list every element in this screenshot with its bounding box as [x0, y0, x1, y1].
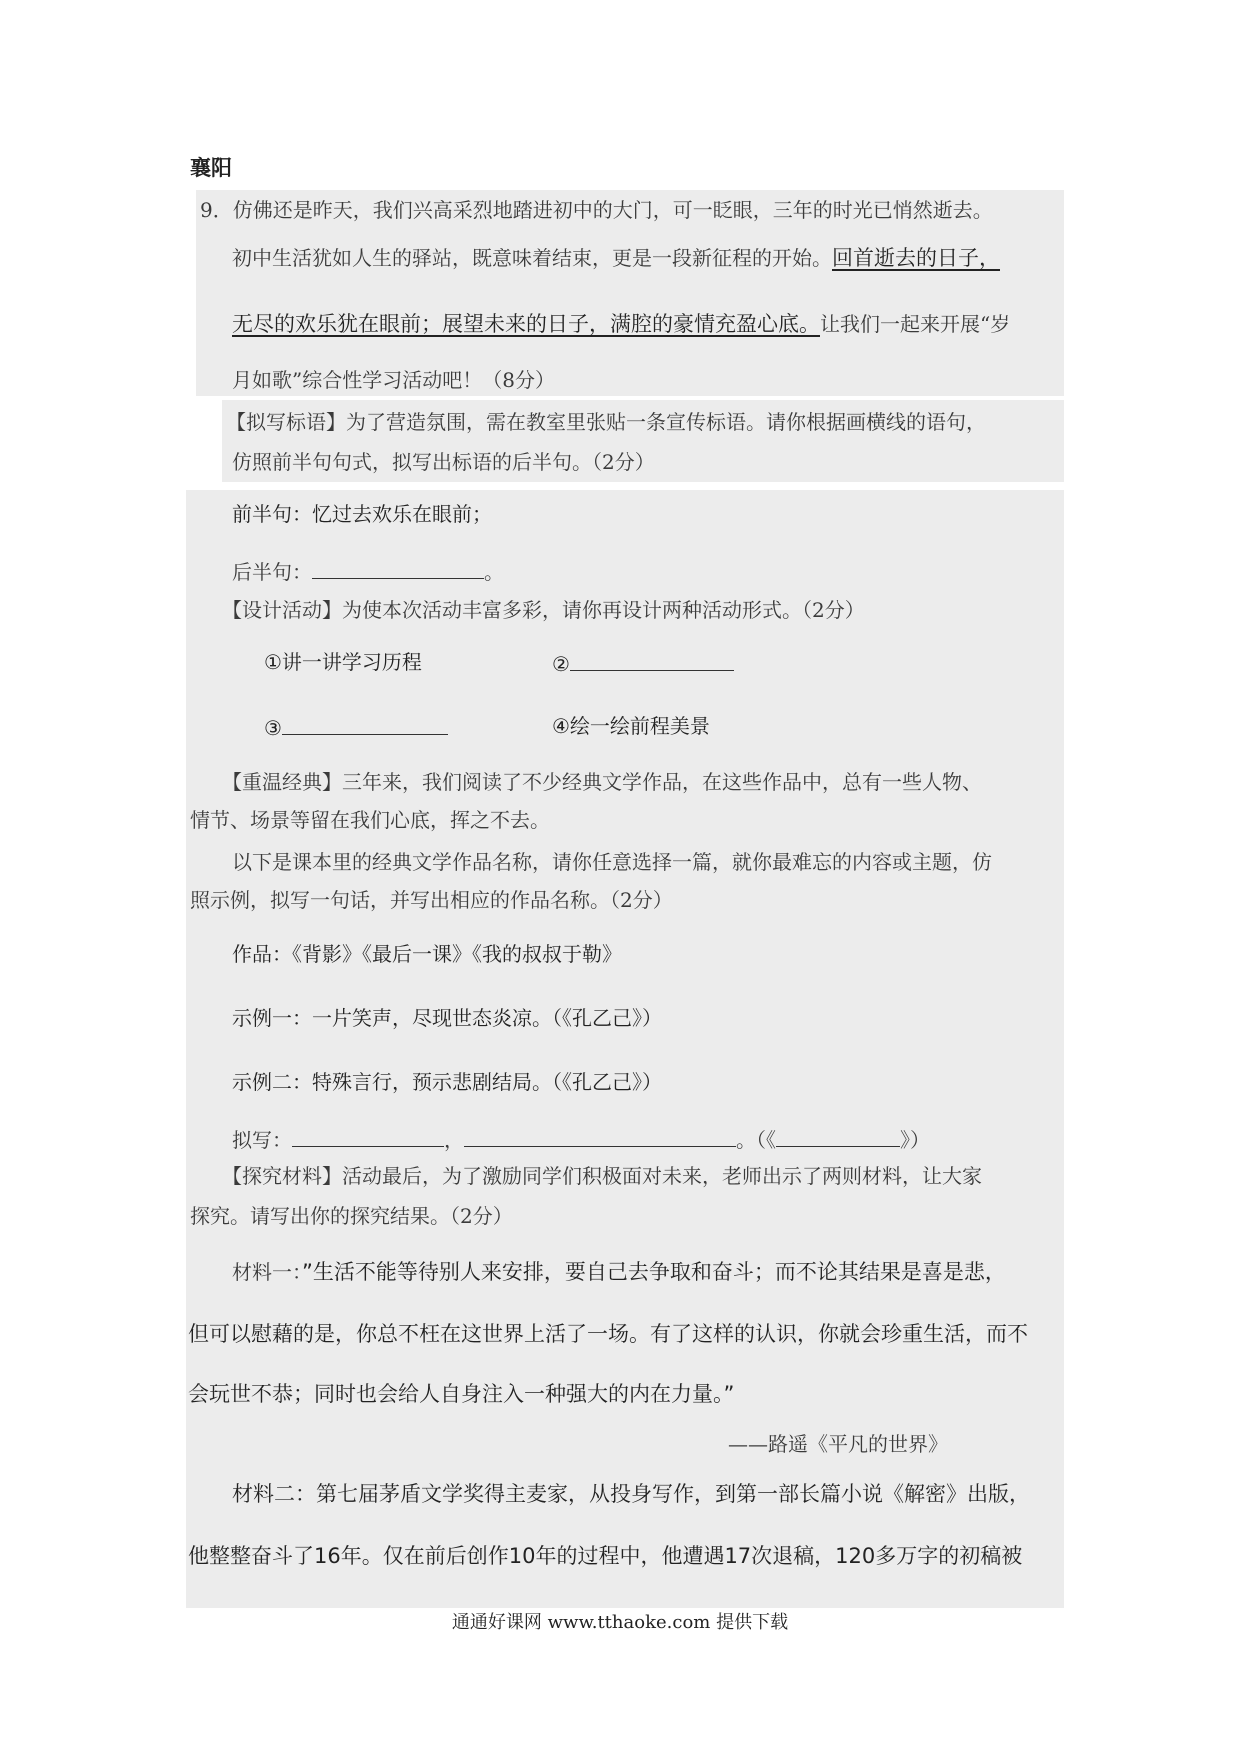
slogan-second-half	[232, 556, 504, 586]
underlined-sentence-1: 回首逝去的日子，	[832, 246, 1000, 270]
write-blank-2[interactable]	[464, 1124, 736, 1147]
activity-option-3-blank[interactable]	[282, 712, 448, 735]
question-9-line-4: 月如歌”综合性学习活动吧！（8分）	[232, 368, 555, 392]
write-tail-open: 。（《	[736, 1128, 776, 1152]
question-9-line-3	[232, 310, 1010, 338]
material-1-text-1: ”生活不能等待别人来安排，要自己去争取和奋斗；而不论其结果是喜是悲，	[302, 1260, 1006, 1284]
write-line	[232, 1124, 930, 1154]
work-title-blank[interactable]	[776, 1124, 900, 1147]
material-1-line-3: 会玩世不恭；同时也会给人自身注入一种强大的内在力量。”	[188, 1382, 735, 1406]
question-9-text-1: 仿佛还是昨天，我们兴高采烈地踏进初中的大门，可一眨眼，三年的时光已悄然逝去。	[232, 198, 993, 222]
slogan-second-label: 后半句：	[232, 560, 312, 584]
question-9-text-3c: 让我们一起来开展“岁	[820, 312, 1011, 336]
works-list	[232, 940, 622, 968]
example-2: 示例二：特殊言行，预示悲剧结局。（《孔乙己》）	[232, 1070, 662, 1094]
material-1-line-1	[232, 1258, 1006, 1286]
footer-source: 通通好课网 www.tthaoke.com 提供下载	[451, 1612, 789, 1633]
activity-option-2	[552, 648, 734, 678]
region-label: 襄阳	[190, 156, 232, 180]
activity-option-3-label: ③	[264, 716, 282, 740]
explore-line-1: 【探究材料】活动最后，为了激励同学们积极面对未来，老师出示了两则材料，让大家	[222, 1164, 982, 1188]
question-number: 9．	[200, 198, 233, 222]
works-list-text: 作品：《背影》《最后一课》《我的叔叔于勒》	[232, 942, 622, 966]
material-2-line-2: 他整整奋斗了16年。仅在前后创作10年的过程中，他遭遇17次退稿，120多万字的初稿被	[188, 1544, 1023, 1568]
write-comma: ，	[444, 1128, 464, 1152]
material-1-line-2: 但可以慰藉的是，你总不枉在这世界上活了一场。有了这样的认识，你就会珍重生活，而不	[188, 1322, 1028, 1346]
material-1-source: ——路遥《平凡的世界》	[728, 1432, 948, 1456]
explore-line-2: 探究。请写出你的探究结果。（2分）	[190, 1204, 513, 1228]
design-instruction: 【设计活动】为使本次活动丰富多彩，请你再设计两种活动形式。（2分）	[222, 598, 865, 622]
slogan-instruction-2: 仿照前半句句式，拟写出标语的后半句。（2分）	[232, 450, 655, 474]
classic-line-3: 以下是课本里的经典文学作品名称，请你任意选择一篇，就你最难忘的内容或主题，仿	[232, 850, 992, 874]
example-1: 示例一：一片笑声，尽现世态炎凉。（《孔乙己》）	[232, 1006, 662, 1030]
question-9-text-2a: 初中生活犹如人生的驿站，既意味着结束，更是一段新征程的开始。	[232, 246, 832, 270]
write-label: 拟写：	[232, 1128, 292, 1152]
activity-option-1: ①讲一讲学习历程	[264, 650, 422, 674]
write-tail-close: 》）	[900, 1128, 930, 1152]
activity-option-3	[264, 712, 448, 742]
activity-option-2-label: ②	[552, 652, 570, 676]
material-2-line-1: 材料二：第七届茅盾文学奖得主麦家，从投身写作，到第一部长篇小说《解密》出版，	[232, 1482, 1030, 1506]
underlined-sentence-2: 无尽的欢乐犹在眼前；	[232, 312, 442, 336]
activity-option-4: ④绘一绘前程美景	[552, 714, 710, 738]
activity-option-2-blank[interactable]	[570, 648, 734, 671]
write-blank-1[interactable]	[292, 1124, 444, 1147]
underlined-sentence-3: 展望未来的日子，满腔的豪情充盈心底。	[442, 312, 820, 336]
slogan-instruction-1: 【拟写标语】为了营造氛围，需在教室里张贴一条宣传标语。请你根据画横线的语句，	[226, 410, 986, 434]
material-1-label: 材料一：	[232, 1260, 302, 1284]
classic-line-2: 情节、场景等留在我们心底，挥之不去。	[190, 808, 550, 832]
question-9-line-1	[200, 196, 993, 224]
question-9-line-2	[232, 244, 1000, 272]
classic-line-1: 【重温经典】三年来，我们阅读了不少经典文学作品，在这些作品中，总有一些人物、	[222, 770, 982, 794]
slogan-period: 。	[484, 560, 504, 584]
classic-line-4: 照示例，拟写一句话，并写出相应的作品名称。（2分）	[190, 888, 673, 912]
slogan-first-half: 前半句：忆过去欢乐在眼前；	[232, 502, 492, 526]
slogan-answer-blank[interactable]	[312, 556, 484, 579]
